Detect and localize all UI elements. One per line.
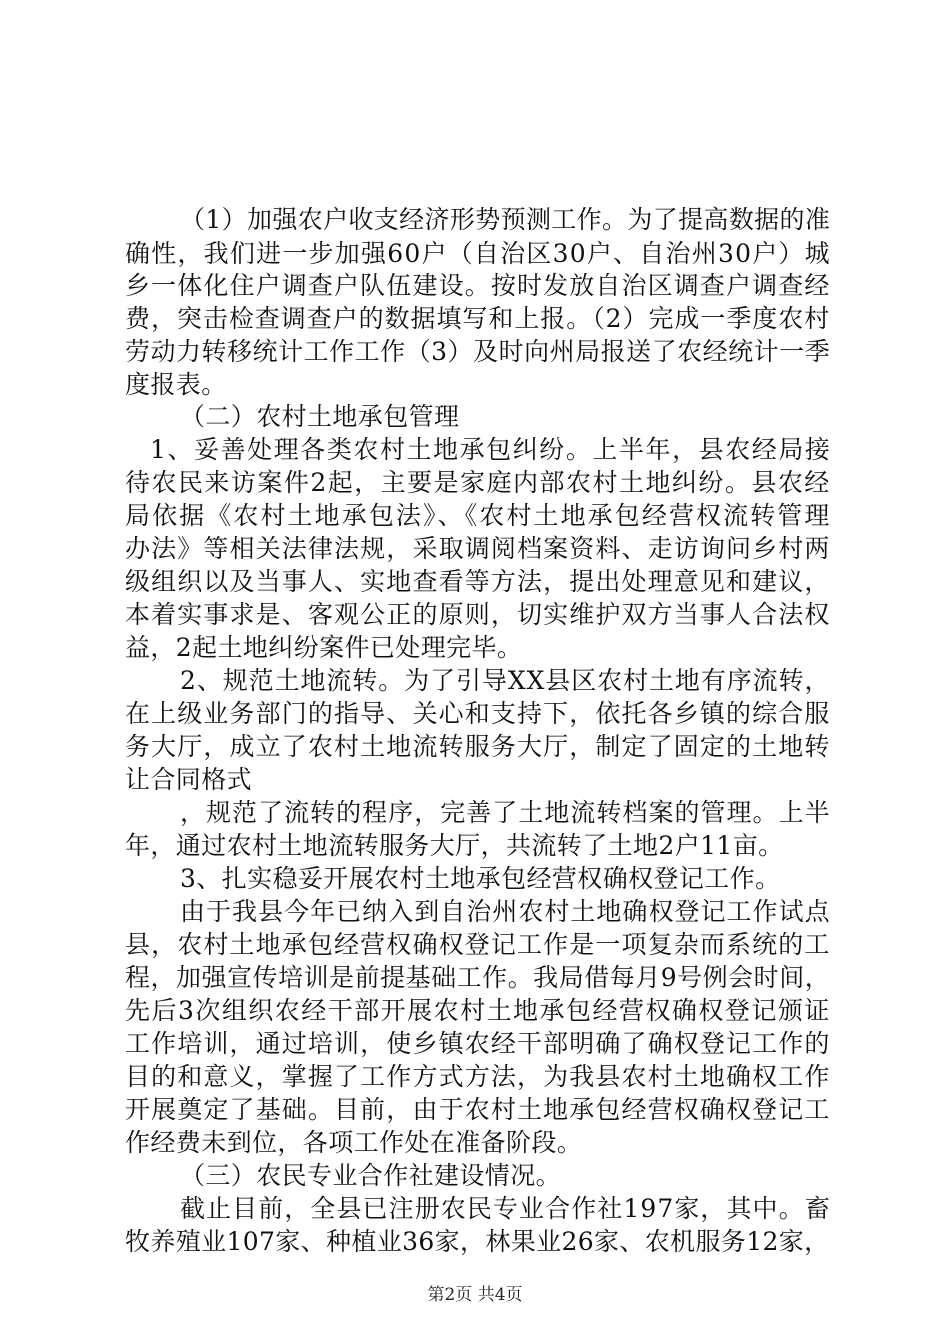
text-line: 级组织以及当事人、实地查看等方法，提出处理意见和建议， xyxy=(125,567,831,596)
text-line: 待农民来访案件2起，主要是家庭内部农村土地纠纷。县农经 xyxy=(125,468,831,497)
text-line: 办法》等相关法律法规，采取调阅档案资料、走访询问乡村两 xyxy=(125,534,831,563)
text-line: 目的和意义，掌握了工作方式方法，为我县农村土地确权工作 xyxy=(125,1062,831,1091)
text-line: 局依据《农村土地承包法》、《农村土地承包经营权流转管理 xyxy=(125,501,832,530)
text-line: 工作培训，通过培训，使乡镇农经干部明确了确权登记工作的 xyxy=(125,1029,831,1058)
text-line: 年，通过农村土地流转服务大厅，共流转了土地2户11亩。 xyxy=(125,831,784,860)
text-line: 作经费未到位，各项工作处在准备阶段。 xyxy=(125,1128,583,1157)
text-line: 劳动力转移统计工作工作（3）及时向州局报送了农经统计一季 xyxy=(125,337,831,366)
text-line: 牧养殖业107家、种植业36家，林果业26家、农机服务12家， xyxy=(125,1227,830,1256)
section-heading: （二）农村土地承包管理 xyxy=(180,402,460,431)
text-line: 益，2起土地纠纷案件已处理完毕。 xyxy=(125,633,523,662)
page-footer: 第2页 共4页 xyxy=(427,1285,523,1305)
text-line: （1）加强农户收支经济形势预测工作。为了提高数据的准 xyxy=(180,205,831,234)
text-line: 截止目前，全县已注册农民专业合作社197家，其中。畜 xyxy=(180,1194,831,1223)
text-line: 1、妥善处理各类农村土地承包纠纷。上半年，县农经局接 xyxy=(150,435,832,464)
section-heading: （三）农民专业合作社建设情况。 xyxy=(180,1161,562,1190)
text-line: 让合同格式 xyxy=(125,765,253,794)
text-line: 乡一体化住户调查户队伍建设。按时发放自治区调查户调查经 xyxy=(125,271,831,300)
text-line: 县，农村土地承包经营权确权登记工作是一项复杂而系统的工 xyxy=(125,930,831,959)
text-line: 费，突击检查调查户的数据填写和上报。（2）完成一季度农村 xyxy=(125,304,831,333)
text-line: 本着实事求是、客观公正的原则，切实维护双方当事人合法权 xyxy=(125,600,831,629)
text-line: 先后3次组织农经干部开展农村土地承包经营权确权登记颁证 xyxy=(125,996,831,1025)
text-line: 2、规范土地流转。为了引导XX县区农村土地有序流转， xyxy=(180,666,831,695)
text-line: 开展奠定了基础。目前，由于农村土地承包经营权确权登记工 xyxy=(125,1095,831,1124)
text-line: ，规范了流转的程序，完善了土地流转档案的管理。上半 xyxy=(180,798,831,827)
text-line: 在上级业务部门的指导、关心和支持下，依托各乡镇的综合服 xyxy=(125,699,831,728)
text-line: 3、扎实稳妥开展农村土地承包经营权确权登记工作。 xyxy=(180,864,781,893)
text-line: 度报表。 xyxy=(125,370,227,399)
text-line: 务大厅，成立了农村土地流转服务大厅，制定了固定的土地转 xyxy=(125,732,831,761)
text-line: 程，加强宣传培训是前提基础工作。我局借每月9号例会时间， xyxy=(125,963,831,992)
text-line: 确性，我们进一步加强60户（自治区30户、自治州30户）城 xyxy=(125,239,831,268)
text-line: 由于我县今年已纳入到自治州农村土地确权登记工作试点 xyxy=(180,897,831,926)
